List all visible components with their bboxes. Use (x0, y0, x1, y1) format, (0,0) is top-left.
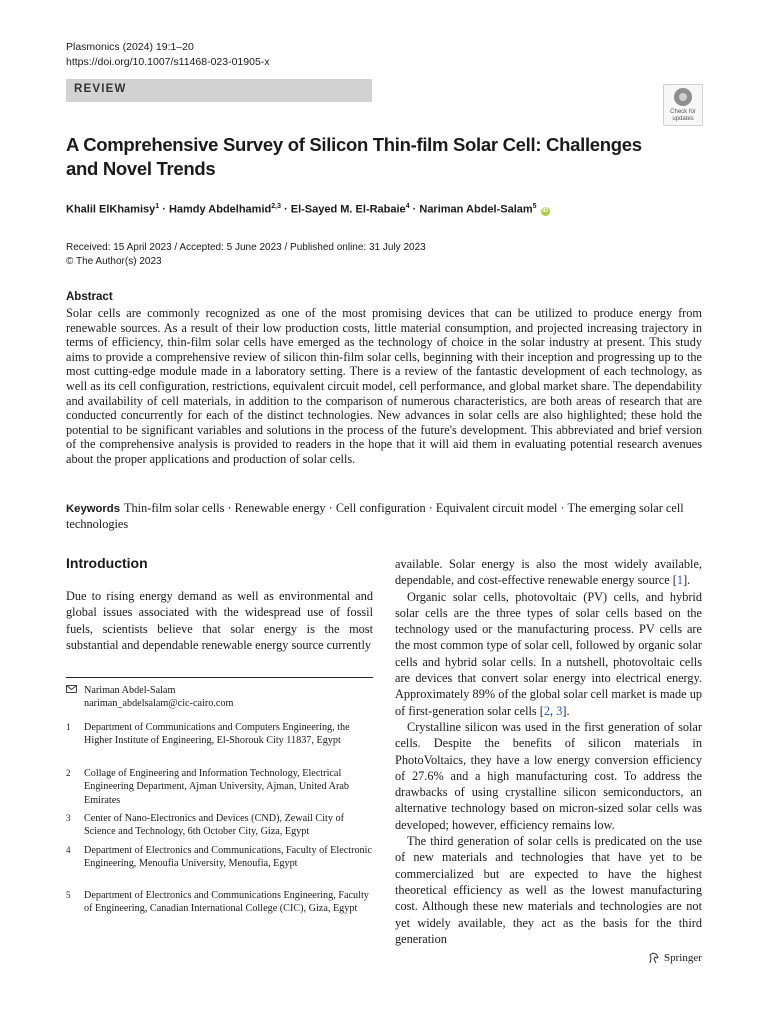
text-run: Organic solar cells, photovoltaic (PV) cells, and hybrid solar cells are the three types of solar cells based on the technology used or the manufacturing process. PV cells are the most common type of solar cell, followed by organic solar cells and hybrid solar cells. In a nutshell, photovoltaic cells are devices that convert solar energy into electrical energy. Approximately 89% of the global solar cell market is made up of first-generation solar cells [ (395, 589, 702, 718)
abstract-text: Solar cells are commonly recognized as one of the most promising devices that can be utilized to produce energy from renewable sources. As a result of their low production costs, little material consumption, and projected increasing trajectory in terms of efficiency, thin-film solar cells have emerged as the technology of choice in the solar industry at present. This study aims to provide a comprehensive review of silicon thin-film solar cells, beginning with their inception and progressing up to the most cutting-edge module made in a laboratory setting. There is a review of the fantastic development of each technology, as well as its cell configuration, restrictions, equivalent circuit model, cell performance, and global market share. The dependability and availability of cell materials, in addition to the comparison of numerous characteristics, are both areas of research that are conducted concurrently for each of the distinct technologies. New advances in solar cells are also highlighted; these hold the potential to be significant variables and solutions in the process of the future's development. This abbreviated and brief version of the comprehensive analysis is provided to readers in the hope that it will aid them in evaluating potential research avenues about the proper applications and production of solar cells. (66, 306, 702, 466)
affiliation-item (66, 812, 373, 840)
text-run: ]. (683, 573, 691, 588)
contact-name: Nariman Abdel-Salam (84, 685, 176, 696)
section-label: REVIEW (74, 83, 127, 95)
springer-horse-icon (648, 952, 660, 964)
author-name[interactable]: El-Sayed M. El-Rabaie (290, 203, 406, 216)
footnote-divider (66, 677, 373, 678)
check-for-updates-circle (674, 88, 692, 106)
text-run: ]. (562, 703, 570, 718)
article-title: A Comprehensive Survey of Silicon Thin-film Solar Cell: Challenges and Novel Trends (66, 134, 642, 179)
author-name[interactable]: Hamdy Abdelhamid (168, 203, 272, 216)
journal-info (66, 40, 270, 70)
intro-right-column (395, 556, 702, 947)
citation-link[interactable]: 1 (676, 573, 684, 588)
affiliation-number: 2 (66, 768, 71, 778)
intro-paragraph: The third generation of solar cells is predicated on the use of new materials and technologies that have yet to be commercialized but are expected to have the highest theoretical efficiency as well as the lowest manufacturing cost. Although these new materials and technologies are not yet widely available, they act as the basis for the third generation (395, 834, 702, 946)
keywords (66, 501, 702, 532)
affiliation-text: Center of Nano-Electronics and Devices (CND), Zewail City of Science and Technology, 6th October City, Giza, Egypt (84, 813, 344, 838)
doi-link[interactable]: https://doi.org/10.1007/s11468-023-01905-x (66, 56, 270, 68)
abstract-heading: Abstract (66, 291, 113, 303)
author-separator: · (280, 203, 291, 216)
dates-line: Received: 15 April 2023 / Accepted: 5 June 2023 / Published online: 31 July 2023 (66, 242, 426, 253)
author-separator: · (159, 203, 169, 216)
intro-paragraph: Due to rising energy demand as well as environmental and global issues associated with the widespread use of fossil fuels, scientists believe that solar energy is the most substantial and dependable renewable energy source currently (66, 589, 373, 652)
affiliation-text: Collage of Engineering and Information Technology, Electrical Engineering Department, Ajman University, Ajman, United Arab Emirates (84, 768, 350, 806)
affiliation-number: 1 (66, 722, 71, 732)
citation-link[interactable]: 3 (556, 703, 563, 718)
affiliation-text: Department of Communications and Computers Engineering, the Higher Institute of Engineering, El-Shorouk City 11837, Egypt (84, 722, 350, 747)
text-run: , (550, 703, 557, 718)
affiliation-number: 4 (66, 845, 71, 855)
author-name[interactable]: Nariman Abdel-Salam (419, 203, 533, 216)
contact-email[interactable]: nariman_abdelsalam@cic-cairo.com (84, 698, 234, 710)
publication-dates (66, 241, 426, 269)
badge-line-2: updates (672, 116, 694, 122)
intro-paragraph (395, 589, 702, 719)
keywords-text: Thin-film solar cells · Renewable energy · Cell configuration · Equivalent circuit model · The emerging solar cell technologies (66, 501, 684, 531)
publisher-logo (648, 952, 702, 964)
affiliation-item (66, 844, 373, 886)
author-list (66, 203, 550, 216)
check-for-updates-icon[interactable] (663, 84, 703, 126)
affiliation-text: Department of Electronics and Communications, Faculty of Electronic Engineering, Menoufia University, Menoufia, Egypt (84, 845, 372, 870)
copyright-line: © The Author(s) 2023 (66, 256, 162, 267)
author-affiliation: 2,3 (271, 203, 281, 210)
affiliation-number: 3 (66, 813, 71, 823)
envelope-icon (66, 684, 77, 697)
affiliation-number: 5 (66, 890, 71, 900)
introduction-heading: Introduction (66, 555, 148, 571)
intro-paragraph (395, 556, 702, 589)
badge-line-1: Check for (670, 109, 696, 115)
author-name[interactable]: Khalil ElKhamisy (66, 203, 156, 216)
affiliation-item (66, 721, 373, 763)
affiliation-item (66, 767, 373, 809)
author-affiliation: 1 (155, 203, 160, 210)
affiliation-text: Department of Electronics and Communications Engineering, Faculty of Engineering, Canadian International College (CIC), Giza, Egypt (84, 890, 369, 915)
journal-citation: Plasmonics (2024) 19:1–20 (66, 41, 194, 53)
text-run: available. Solar energy is also the most widely available, dependable, and cost-effective renewable energy source [ (395, 557, 702, 588)
intro-paragraph: Crystalline silicon was used in the first generation of solar cells. Despite the benefits of silicon materials in PhotoVoltaics, they have a low energy conversion efficiency of 27.6% and a high manufacturing cost. To address the drawbacks of using crystalline silicon semiconductors, an alternative technology based on micron-sized solar cells was developed; however, efficiency remains low. (395, 719, 702, 832)
corresponding-author (66, 684, 373, 714)
intro-left-column (66, 588, 373, 653)
author-separator: · (409, 203, 420, 216)
affiliation-item (66, 889, 373, 931)
keywords-label: Keywords (66, 503, 120, 515)
section-label-bar (66, 79, 372, 102)
orcid-icon[interactable]: iD (542, 207, 549, 214)
author-affiliation: 5 (532, 203, 537, 210)
publisher-name: Springer (664, 952, 702, 964)
author-affiliation: 4 (405, 203, 410, 210)
citation-link[interactable]: 2 (543, 703, 551, 718)
